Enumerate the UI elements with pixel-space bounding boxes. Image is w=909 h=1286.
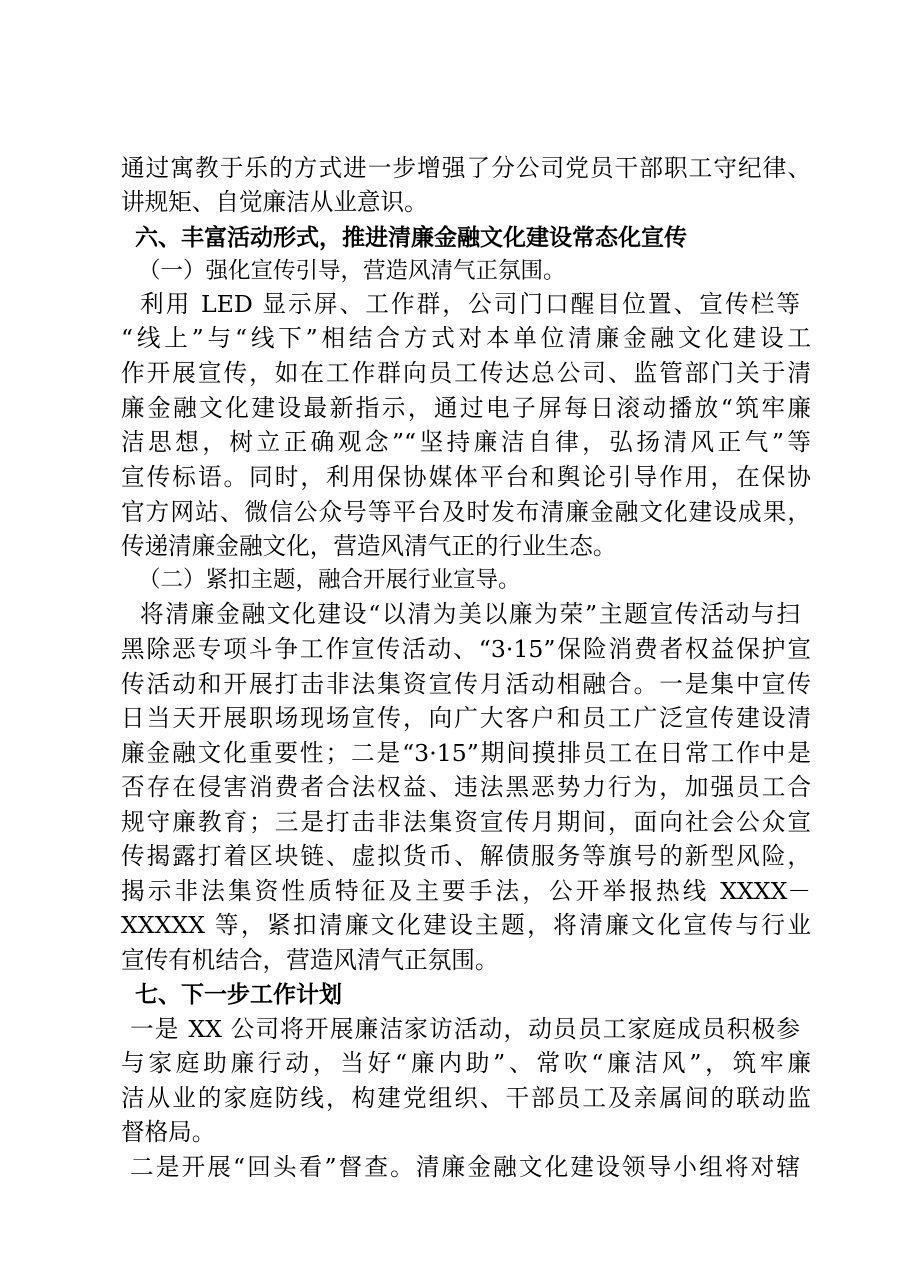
body-text-line: 宣传有机结合，营造风清气正氛围。 <box>121 946 499 974</box>
body-text-line: 利用 LED 显示屏、工作群，公司门口醒目位置、宣传栏等 <box>140 290 800 318</box>
body-text-line: 督格局。 <box>121 1118 216 1146</box>
body-text-line: 黑除恶专项斗争工作宣传活动、“3·15”保险消费者权益保护宣 <box>121 635 811 663</box>
body-text-line: 规守廉教育；三是打击非法集资宣传月期间，面向社会公众宣 <box>121 808 811 836</box>
body-text-line: 洁思想，树立正确观念”“坚持廉洁自律，弘扬清风正气”等 <box>121 428 811 456</box>
section-heading-7: 七、下一步工作计划 <box>135 982 342 1008</box>
body-text-line: 揭示非法集资性质特征及主要手法，公开举报热线 XXXX－ <box>121 877 811 905</box>
body-text-line: 作开展宣传，如在工作群向员工传达总公司、监管部门关于清 <box>121 359 811 387</box>
body-text-line: 日当天开展职场现场宣传，向广大客户和员工广泛宣传建设清 <box>121 704 811 732</box>
body-text-line: 传活动和开展打击非法集资宣传月活动相融合。一是集中宣传 <box>121 670 811 698</box>
section-heading-6: 六、丰富活动形式，推进清廉金融文化建设常态化宣传 <box>135 225 687 251</box>
body-text-line: 传递清廉金融文化，营造风清气正的行业生态。 <box>121 532 617 560</box>
body-text-line: 二是开展“回头看”督查。清廉金融文化建设领导小组将对辖 <box>130 1153 800 1181</box>
subsection-heading-6-2: （二）紧扣主题，融合开展行业宣导。 <box>138 567 521 593</box>
body-text-line: 将清廉金融文化建设“以清为美以廉为荣”主题宣传活动与扫 <box>140 600 800 628</box>
body-text-line: 通过寓教于乐的方式进一步增强了分公司党员干部职工守纪律、 <box>121 154 811 182</box>
body-text-line: 否存在侵害消费者合法权益、违法黑恶势力行为，加强员工合 <box>121 773 811 801</box>
body-text-line: 廉金融文化建设最新指示，通过电子屏每日滚动播放“筑牢廉 <box>121 394 811 422</box>
body-text-line: 官方网站、微信公众号等平台及时发布清廉金融文化建设成果， <box>121 498 811 526</box>
body-text-line: 宣传标语。同时，利用保协媒体平台和舆论引导作用，在保协 <box>121 463 811 491</box>
body-text-line: 与家庭助廉行动，当好“廉内助”、常吹“廉洁风”，筑牢廉 <box>121 1049 811 1077</box>
body-text-line: XXXXX 等，紧扣清廉文化建设主题，将清廉文化宣传与行业 <box>121 911 811 939</box>
body-text-line: 传揭露打着区块链、虚拟货币、解债服务等旗号的新型风险， <box>121 842 811 870</box>
subsection-heading-6-1: （一）强化宣传引导，营造风清气正氛围。 <box>138 258 566 284</box>
body-text-line: 讲规矩、自觉廉洁从业意识。 <box>121 188 428 216</box>
body-text-line: 一是 XX 公司将开展廉洁家访活动，动员员工家庭成员积极参 <box>130 1015 800 1043</box>
body-text-line: 洁从业的家庭防线，构建党组织、干部员工及亲属间的联动监 <box>121 1084 811 1112</box>
body-text-line: “线上”与“线下”相结合方式对本单位清廉金融文化建设工 <box>121 324 811 352</box>
body-text-line: 廉金融文化重要性；二是“3·15”期间摸排员工在日常工作中是 <box>121 739 811 767</box>
